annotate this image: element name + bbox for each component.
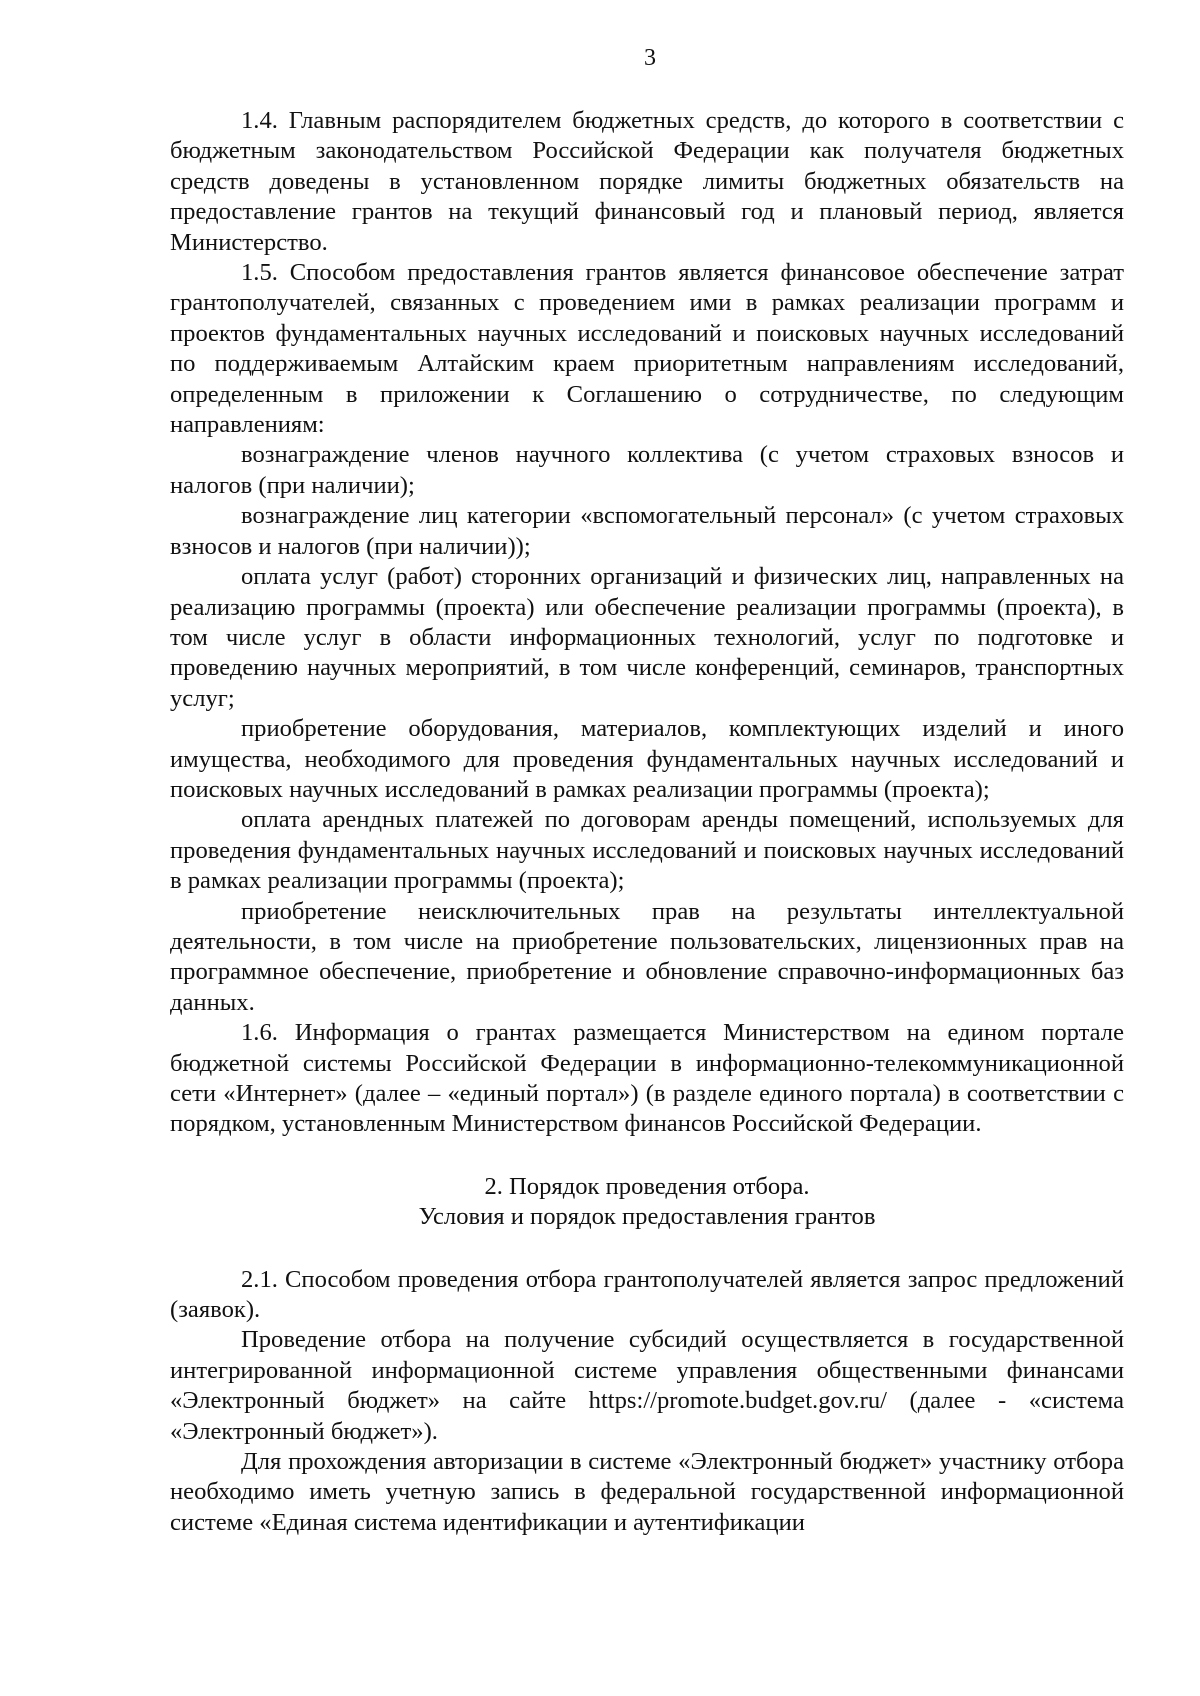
page-number: 3 [644, 45, 656, 71]
document-body [170, 106, 1124, 1538]
paragraph-1-6: 1.6. Информация о грантах размещается Министерством на едином портале бюджетной системы Российской Федерации в информационно-телекоммуникационной сети «Интернет» (далее – «единый портал») (в разделе единого портала) в соответствии с порядком, установленным Министерством финансов Российской Федерации. [170, 1019, 1124, 1138]
list-item-equipment-purchase: приобретение оборудования, материалов, комплектующих изделий и иного имущества, необходимого для проведения фундаментальных научных исследований и поисковых научных исследований в рамках реализации программы (проекта); [170, 715, 1124, 803]
section-title-line-1: 2. Порядок проведения отбора. [484, 1172, 810, 1200]
list-item-support-staff-reward: вознаграждение лиц категории «вспомогательный персонал» (с учетом страховых взносов и налогов (при наличии)); [170, 502, 1124, 560]
list-item-team-reward: вознаграждение членов научного коллектива (с учетом страховых взносов и налогов (при наличии); [170, 441, 1124, 499]
list-item-rent-payments: оплата арендных платежей по договорам аренды помещений, используемых для проведения фундаментальных научных исследований и поисковых научных исследований в рамках реализации программы (проекта); [170, 806, 1124, 895]
section-title-line-2: Условия и порядок предоставления грантов [418, 1203, 876, 1231]
list-item-third-party-services: оплата услуг (работ) сторонних организаций и физических лиц, направленных на реализацию программы (проекта) или обеспечение реализации программы (проекта), в том числе услуг в области информационных технологий, услуг по подготовке и проведению научных мероприятий, в том числе конференций, семинаров, транспортных услуг; [170, 563, 1124, 712]
paragraph-selection-procedure: Проведение отбора на получение субсидий осуществляется в государственной интегрированной информационной системе управления общественными финансами «Электронный бюджет» на сайте https://promote.budget.gov.ru/ (далее - «система «Электронный бюджет»). [170, 1326, 1124, 1445]
list-item-ip-rights: приобретение неисключительных прав на результаты интеллектуальной деятельности, в том числе на приобретение пользовательских, лицензионных прав на программное обеспечение, приобретение и обновление справочно-информационных баз данных. [170, 897, 1124, 1016]
paragraph-authorization: Для прохождения авторизации в системе «Электронный бюджет» участнику отбора необходимо иметь учетную запись в федеральной государственной информационной системе «Единая система идентификации и аутентификации [170, 1448, 1124, 1536]
paragraph-2-1: 2.1. Способом проведения отбора грантополучателей является запрос предложений (заявок). [170, 1265, 1124, 1324]
paragraph-1-4: 1.4. Главным распорядителем бюджетных средств, до которого в соответствии с бюджетным законодательством Российской Федерации как получателя бюджетных средств доведены в установленном порядке лимиты бюджетных обязательств на предоставление грантов на текущий финансовый год и плановый период, является Министерство. [170, 107, 1124, 256]
section-2-title [170, 1172, 1124, 1233]
paragraph-1-5: 1.5. Способом предоставления грантов является финансовое обеспечение затрат грантополучателей, связанных с проведением ими в рамках реализации программ и проектов фундаментальных научных исследований и поисковых научных исследований по поддерживаемым Алтайским краем приоритетным направлениям исследований, определенным в приложении к Соглашению о сотрудничестве, по следующим направлениям: [170, 259, 1124, 439]
